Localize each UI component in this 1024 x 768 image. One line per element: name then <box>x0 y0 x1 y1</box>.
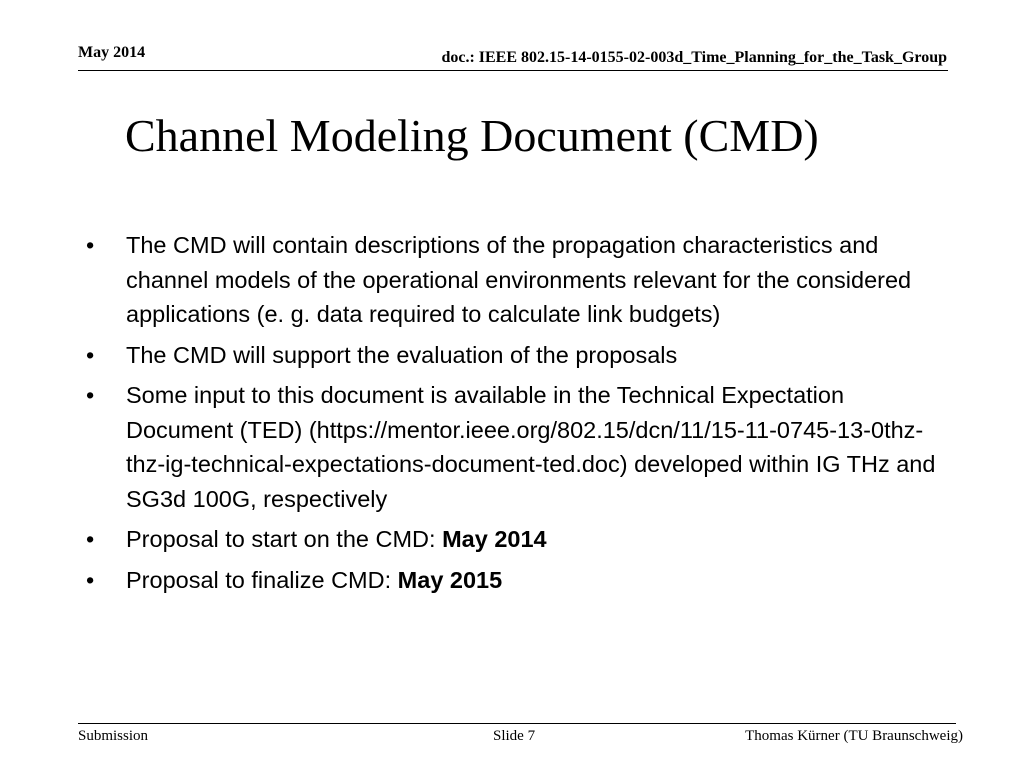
bullet-marker: • <box>86 341 95 368</box>
bullet-text-plain: Some input to this document is available in the Technical Expectation Document (TED) (https://mentor.ieee.org/802.15/dcn/11/15-11-0745-13-0thz-thz-ig-technical-expectations-document-ted.doc) developed within IG THz and SG3d 100G, respectively <box>126 382 936 512</box>
footer-divider <box>78 723 956 724</box>
footer-author: Thomas Kürner (TU Braunschweig) <box>745 728 963 744</box>
bullet-marker: • <box>86 526 95 552</box>
bullet-text <box>126 342 677 368</box>
bullet-marker: • <box>86 566 95 593</box>
bullet-item <box>86 563 946 598</box>
slide-title: Channel Modeling Document (CMD) <box>125 110 819 161</box>
bullet-text-plain: Proposal to finalize CMD: <box>126 566 398 593</box>
bullet-item <box>86 522 946 557</box>
bullet-text-plain: The CMD will support the evaluation of the proposals <box>126 341 678 368</box>
bullet-list <box>86 228 946 603</box>
bullet-text <box>126 567 502 593</box>
footer-submission-label: Submission <box>78 728 149 744</box>
bullet-text-plain: Proposal to start on the CMD: <box>126 526 443 552</box>
bullet-item <box>86 228 946 332</box>
header-date: May 2014 <box>78 44 146 61</box>
header-divider <box>78 70 948 71</box>
bullet-marker: • <box>86 232 95 258</box>
bullet-text <box>126 382 935 512</box>
footer-slide-number: Slide 7 <box>493 728 536 744</box>
header-document-id: doc.: IEEE 802.15-14-0155-02-003d_Time_Planning_for_the_Task_Group <box>441 49 947 66</box>
bullet-item <box>86 338 946 373</box>
bullet-text-emphasis: May 2014 <box>442 526 547 552</box>
bullet-item <box>86 378 946 516</box>
bullet-marker: • <box>86 382 95 408</box>
bullet-text <box>126 232 911 327</box>
bullet-text-plain: The CMD will contain descriptions of the propagation characteristics and channel models of the operational environments relevant for the considered applications (e. g. data required to calculate link budgets) <box>126 232 912 327</box>
bullet-text <box>126 526 547 552</box>
bullet-text-emphasis: May 2015 <box>397 566 503 593</box>
